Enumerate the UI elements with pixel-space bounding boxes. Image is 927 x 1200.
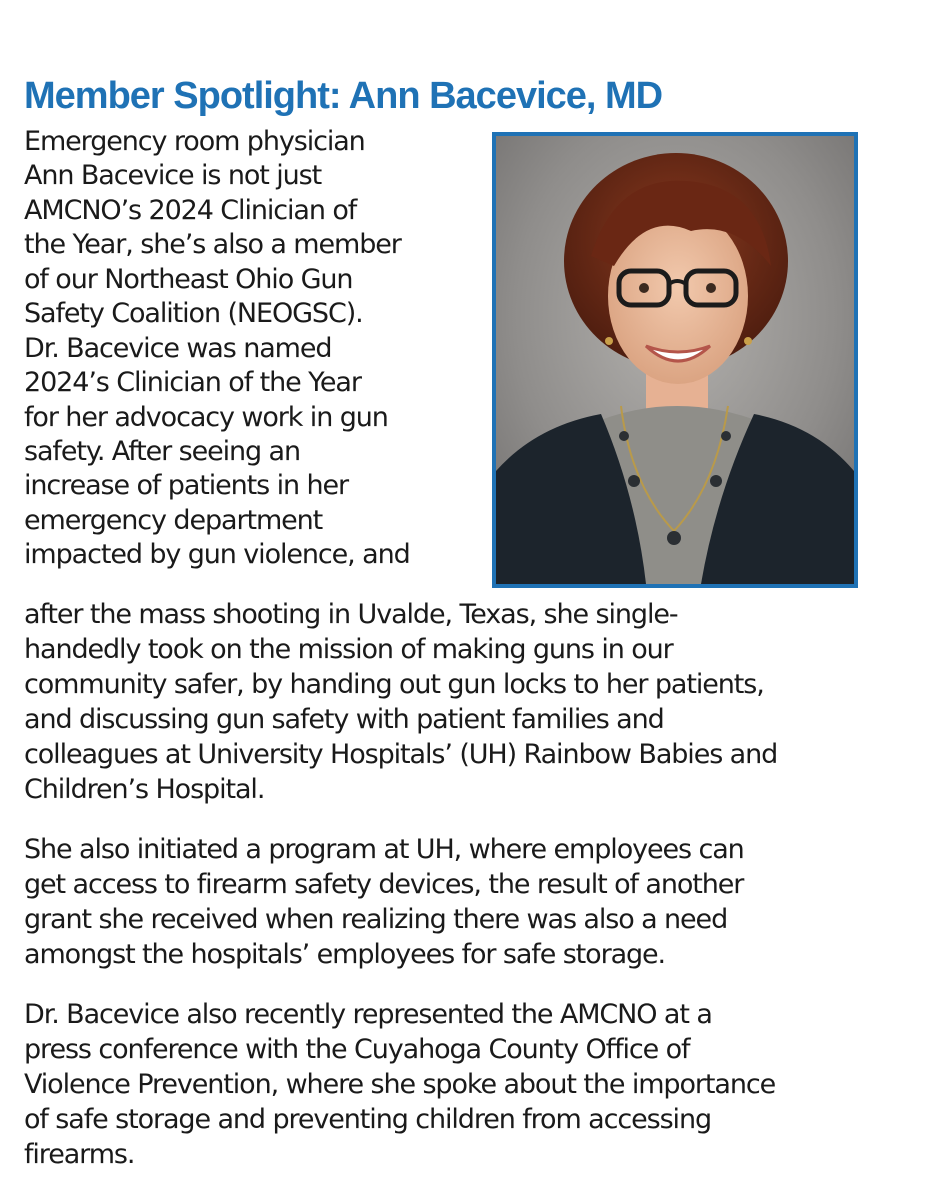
intro-line: 2024’s Clinician of the Year [24,367,361,398]
intro-line: impacted by gun violence, and [24,539,410,570]
paragraph2-line: get access to firearm safety devices, the result of another [24,869,744,900]
intro-line: Safety Coalition (NEOGSC). [24,298,363,329]
portrait-photo [492,132,858,588]
paragraph3-line: press conference with the Cuyahoga County Office of [24,1034,690,1065]
intro-line: of our Northeast Ohio Gun [24,264,353,295]
body-line: Children’s Hospital. [24,774,265,805]
portrait-illustration [496,136,854,584]
body-line: community safer, by handing out gun locks to her patients, [24,669,764,700]
intro-line: AMCNO’s 2024 Clinician of [24,195,357,226]
intro-line: increase of patients in her [24,470,349,501]
body-line: after the mass shooting in Uvalde, Texas, she single- [24,599,678,630]
body-line: handedly took on the mission of making guns in our [24,634,673,665]
paragraph3-line: Violence Prevention, where she spoke about the importance [24,1069,776,1100]
body-line: and discussing gun safety with patient families and [24,704,664,735]
intro-line: the Year, she’s also a member [24,229,401,260]
intro-line: Ann Bacevice is not just [24,160,322,191]
intro-line: for her advocacy work in gun [24,402,388,433]
paragraph2-line: She also initiated a program at UH, where employees can [24,834,744,865]
paragraph2-line: amongst the hospitals’ employees for safe storage. [24,939,666,970]
paragraph3-line: Dr. Bacevice also recently represented the AMCNO at a [24,999,712,1030]
body-line: colleagues at University Hospitals’ (UH) Rainbow Babies and [24,739,778,770]
paragraph3-line: firearms. [24,1139,135,1170]
paragraph2-line: grant she received when realizing there was also a need [24,904,728,935]
article-title: Member Spotlight: Ann Bacevice, MD [24,75,663,117]
intro-line: safety. After seeing an [24,436,301,467]
intro-line: Dr. Bacevice was named [24,333,332,364]
intro-line: Emergency room physician [24,126,365,157]
intro-line: emergency department [24,505,323,536]
paragraph3-line: of safe storage and preventing children from accessing [24,1104,711,1135]
